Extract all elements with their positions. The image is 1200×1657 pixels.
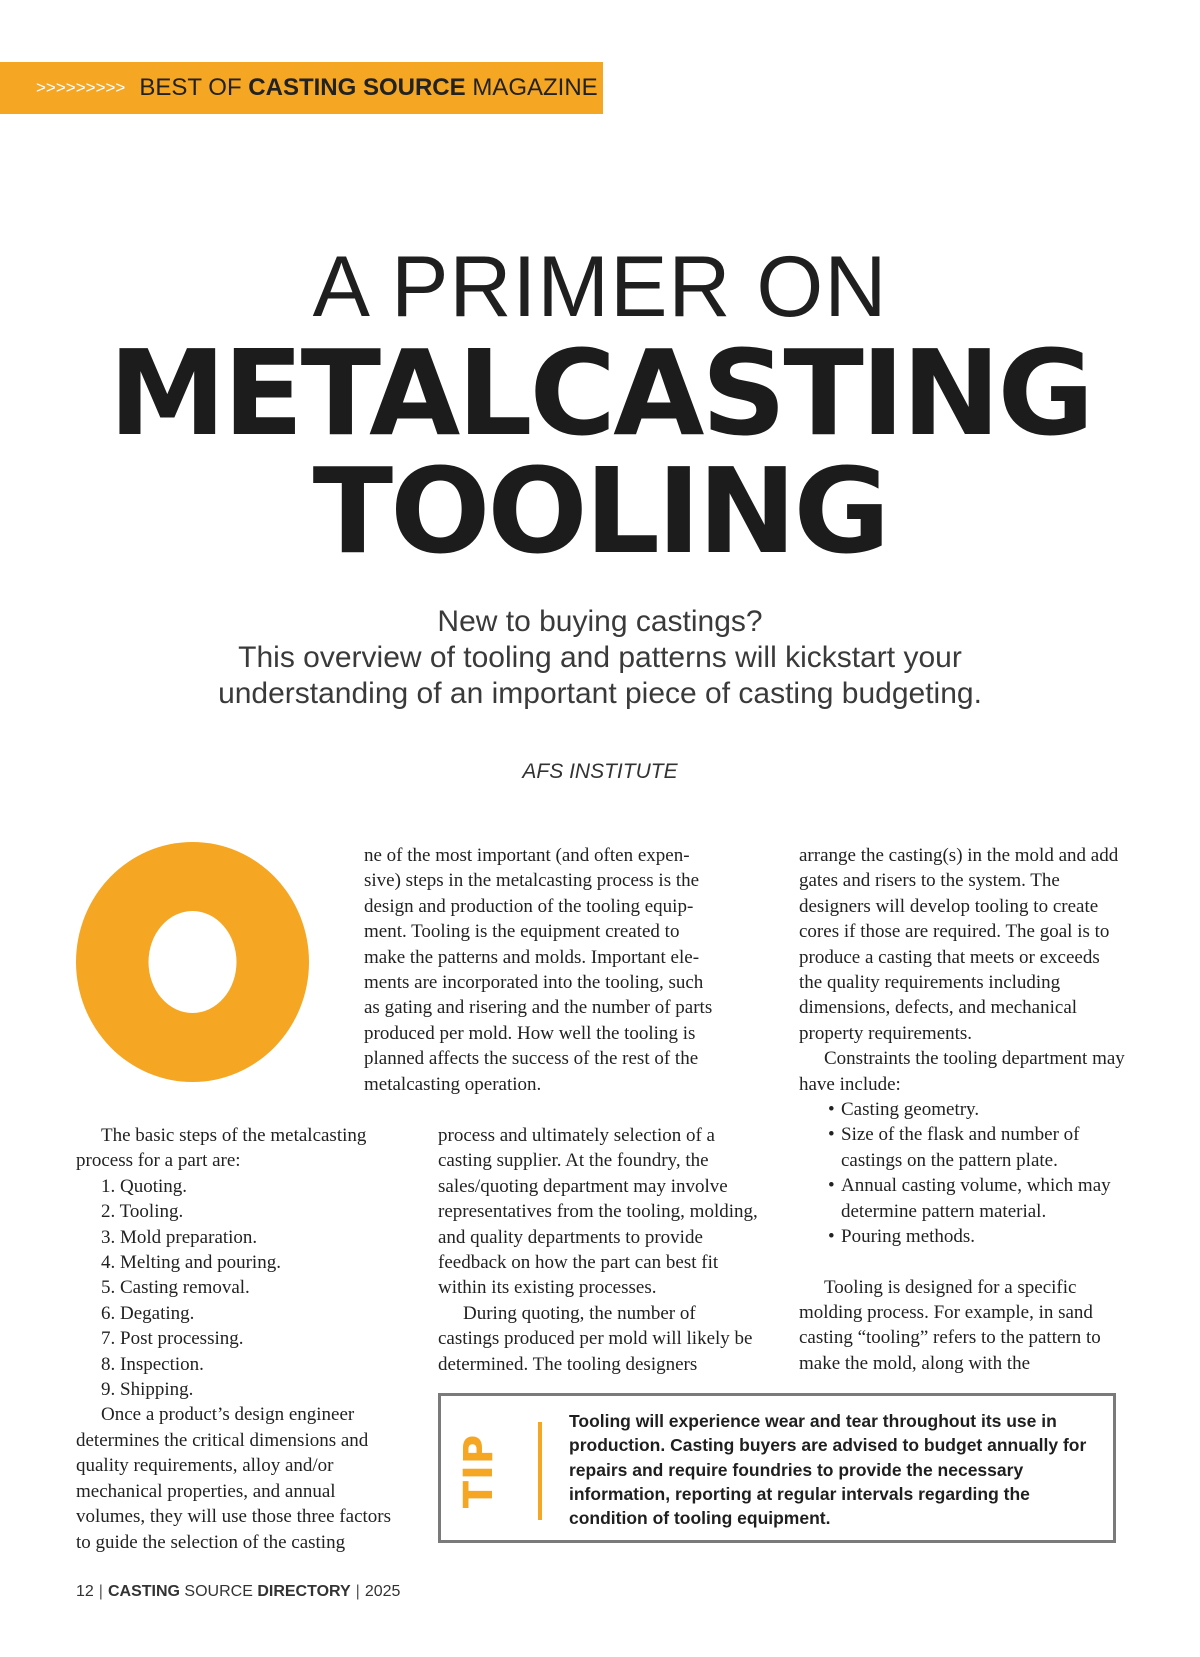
intro-line: make the patterns and molds. Important ele- [364, 946, 700, 968]
column-2 [438, 1123, 760, 1377]
dropcap-o [76, 842, 309, 1082]
col3-paragraph-2: Constraints the tooling department may have include: [799, 1048, 1125, 1095]
footer-year: 2025 [364, 1583, 401, 1600]
footer-pub-casting: CASTING [107, 1583, 180, 1600]
intro-line: design and production of the tooling equip- [364, 895, 694, 917]
intro-line: produced per mold. How well the tooling is [364, 1022, 696, 1044]
step-item: 1. Quoting. [101, 1175, 188, 1197]
footer-pub-source: SOURCE [184, 1583, 253, 1600]
step-item: 2. Tooling. [101, 1201, 184, 1223]
tip-box [438, 1393, 1116, 1543]
deck-line-3: understanding of an important piece of casting budgeting. [218, 677, 982, 710]
intro-line: sive) steps in the metalcasting process is the [364, 870, 700, 892]
step-item: 8. Inspection. [101, 1353, 204, 1375]
deck-line-1: New to buying castings? [437, 605, 763, 638]
title-line-1: METALCASTING [108, 324, 1092, 462]
title-kicker: A PRIMER ON [312, 239, 888, 335]
bullet-item: • Casting geometry. [828, 1099, 980, 1121]
bullet-item: • Pouring methods. [828, 1226, 976, 1248]
constraints-list [799, 1097, 1127, 1249]
step-item: 4. Melting and pouring. [101, 1252, 281, 1274]
page-footer: 12 | CASTING SOURCE DIRECTORY | 2025 [76, 1583, 401, 1600]
banner-arrows: >>>>>>>>> [36, 78, 126, 97]
intro-line: ments are incorporated into the tooling, such [364, 972, 704, 994]
tip-label: TIP [456, 1433, 503, 1509]
col3-paragraph-3: Tooling is designed for a specific molding process. For example, in sand casting “tooling” refers to the pattern to make the mold, along with the [799, 1276, 1101, 1374]
intro-line: planned affects the success of the rest of the [364, 1048, 699, 1070]
banner-brand: CASTING SOURCE [248, 74, 466, 101]
footer-pub-directory: DIRECTORY [257, 1583, 351, 1600]
steps-list [76, 1174, 396, 1403]
col2-paragraph-2: During quoting, the number of castings produced per mold will likely be determined. The tooling designers [438, 1302, 753, 1375]
tip-text: Tooling will experience wear and tear throughout its use in production. Casting buyers are advised to budget annually for repairs and require foundries to provide the necessary information, reporting at regular intervals regarding the condition of tooling equipment. [569, 1411, 1087, 1529]
step-item: 6. Degating. [101, 1302, 195, 1324]
intro-line: as gating and risering and the number of parts [364, 997, 713, 1019]
step-item: 9. Shipping. [101, 1379, 194, 1401]
byline: AFS INSTITUTE [522, 760, 678, 783]
col1-paragraph: Once a product’s design engineer determines the critical dimensions and quality requirements, alloy and/or mechanical properties, and annual volumes, they will use those three factors to guide the selection of the casting [76, 1404, 392, 1553]
deck-line-2: This overview of tooling and patterns will kickstart your [238, 641, 962, 674]
col3-paragraph-1: arrange the casting(s) in the mold and add gates and risers to the system. The designers will develop tooling to create cores if those are required. The goal is to produce a casting that meets or exceeds the quality requirements including dimensions, defects, and mechanical property requirements. [799, 845, 1119, 1044]
step-item: 3. Mold preparation. [101, 1226, 258, 1248]
bullet-item: • Annual casting volume, which may determine pattern material. [828, 1175, 1111, 1222]
col2-paragraph-1: process and ultimately selection of a casting supplier. At the foundry, the sales/quoting department may involve representatives from the tooling, molding, and quality departments to provide feedback on how the part can best fit within its existing processes. [438, 1125, 758, 1299]
banner-prefix: BEST OF [139, 74, 242, 101]
intro-line: metalcasting operation. [364, 1073, 542, 1095]
banner-suffix: MAGAZINE [472, 74, 598, 101]
title-line-2: TOOLING [312, 442, 888, 580]
article-deck [0, 604, 1200, 712]
bullet-item: • Size of the flask and number of castings on the pattern plate. [828, 1124, 1080, 1171]
column-3 [799, 843, 1127, 1376]
col1-intro: The basic steps of the metalcasting process for a part are: [76, 1125, 367, 1172]
column-1 [76, 1123, 396, 1555]
intro-line: ne of the most important (and often expen- [364, 845, 690, 866]
section-banner [0, 62, 603, 114]
step-item: 5. Casting removal. [101, 1277, 250, 1299]
page-number: 12 [76, 1583, 94, 1600]
tip-divider [538, 1422, 542, 1520]
tip-label-wrap [453, 1426, 505, 1516]
intro-line: ment. Tooling is the equipment created to [364, 921, 680, 943]
intro-paragraph [364, 843, 744, 1097]
step-item: 7. Post processing. [101, 1328, 244, 1350]
